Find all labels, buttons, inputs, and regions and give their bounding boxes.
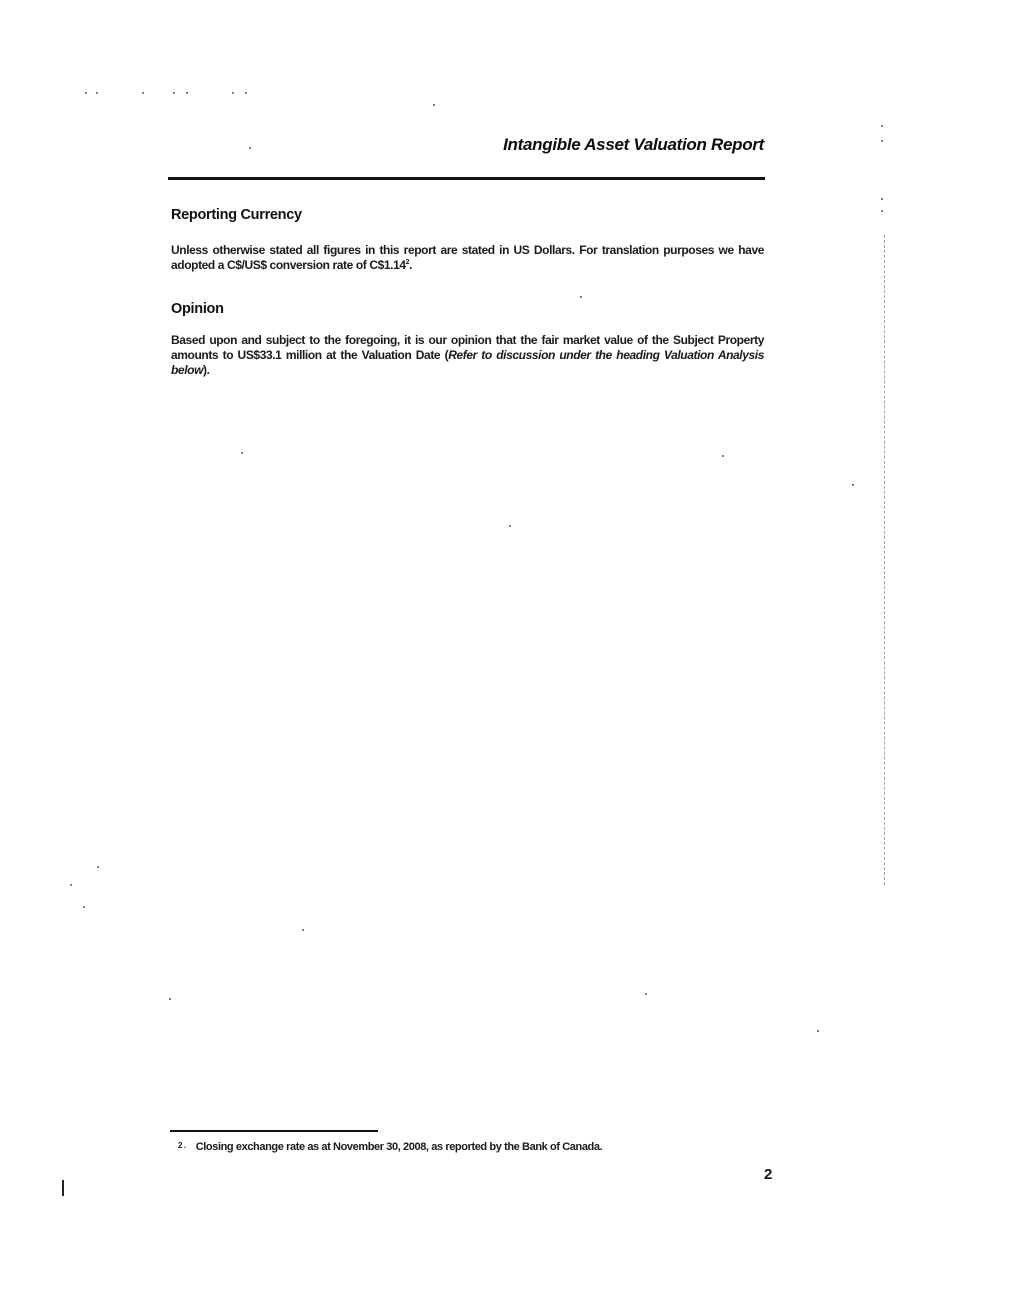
opinion-italic-reference: Refer to discussion under the heading Valuation Analysis below	[171, 348, 764, 377]
section-heading-opinion: Opinion	[171, 301, 224, 317]
scan-speck	[241, 452, 243, 454]
scan-speck	[173, 92, 175, 94]
scan-speck	[142, 92, 144, 94]
scan-speck	[96, 92, 98, 94]
scan-speck	[881, 198, 883, 200]
scan-edge-artifact	[884, 235, 885, 885]
scan-speck	[433, 104, 435, 106]
opinion-text-end: ).	[203, 363, 210, 377]
scan-speck	[70, 884, 72, 886]
page-number: 2	[764, 1166, 773, 1183]
opinion-text: Based upon and subject to the foregoing, it is our opinion that the fair market value of the Subject Property amounts to US$33.1 million at the Valuation Date (	[171, 333, 764, 362]
scan-speck	[881, 125, 883, 127]
scan-speck	[249, 147, 251, 149]
scan-speck	[85, 92, 87, 94]
reporting-currency-paragraph	[171, 243, 764, 273]
report-title: Intangible Asset Valuation Report	[503, 135, 764, 154]
footnote-text: Closing exchange rate as at November 30, 2008, as reported by the Bank of Canada.	[195, 1141, 603, 1153]
header-divider	[168, 177, 765, 180]
scan-speck	[83, 906, 85, 908]
footnote-marker: 2 .	[178, 1141, 186, 1150]
scan-speck	[186, 92, 188, 94]
footnote	[178, 1141, 602, 1153]
section-heading-reporting-currency: Reporting Currency	[171, 207, 302, 223]
footnote-divider	[170, 1130, 378, 1132]
reporting-currency-text-end: .	[409, 258, 413, 272]
scan-speck	[169, 998, 171, 1000]
scan-speck	[302, 929, 304, 931]
scan-speck	[580, 296, 582, 298]
scan-speck	[245, 92, 247, 94]
scan-speck	[509, 525, 511, 527]
footnote-reference: 2	[405, 259, 410, 266]
reporting-currency-text: Unless otherwise stated all figures in this report are stated in US Dollars. For translation purposes we have adopted a C$/US$ conversion rate of C$1.14	[171, 243, 764, 272]
scan-speck	[881, 140, 883, 142]
scan-speck	[97, 866, 99, 868]
scan-speck	[881, 210, 883, 212]
scan-mark	[62, 1180, 64, 1196]
scan-speck	[722, 455, 724, 457]
scan-speck	[817, 1030, 819, 1032]
scan-speck	[232, 92, 234, 94]
opinion-paragraph	[171, 333, 764, 378]
scan-speck	[852, 484, 854, 486]
scan-speck	[645, 993, 647, 995]
